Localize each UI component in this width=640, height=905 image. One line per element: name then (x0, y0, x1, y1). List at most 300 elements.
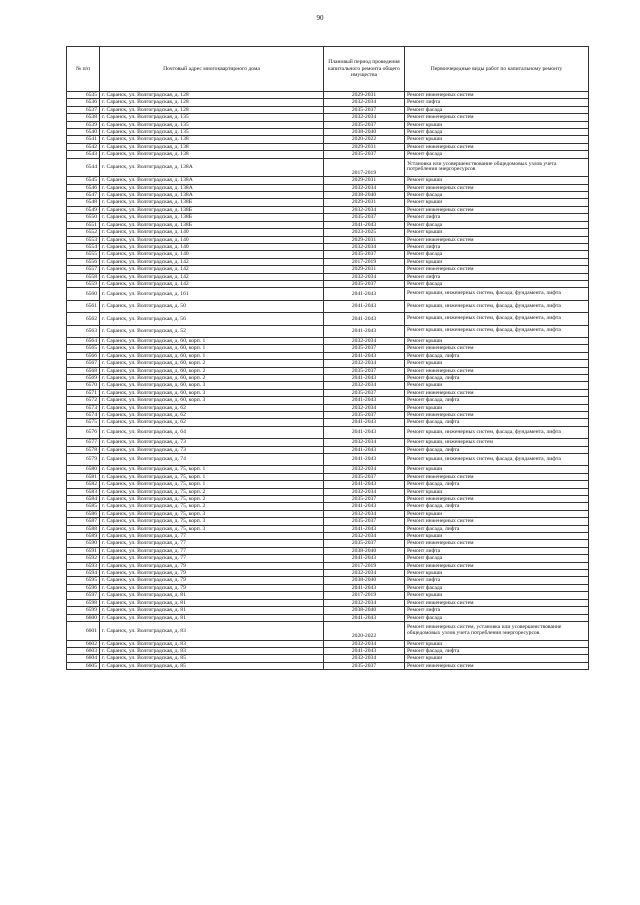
row-address: г. Саранск, ул. Волгоградская, д. 142 (100, 266, 324, 273)
row-period: 2032-2034 (324, 510, 405, 517)
row-number: 6571 (67, 389, 100, 396)
row-number: 6556 (67, 258, 100, 265)
row-address: г. Саранск, ул. Волгоградская, д. 128 (100, 92, 324, 99)
row-works: Ремонт инженерных систем (405, 206, 589, 213)
row-works: Ремонт инженерных систем (405, 114, 589, 121)
row-address: г. Саранск, ул. Волгоградская, д. 74 (100, 453, 324, 465)
row-works: Ремонт крыши (405, 510, 589, 517)
row-period: 2035-2037 (324, 540, 405, 547)
row-works: Ремонт инженерных систем (405, 143, 589, 150)
table-row (67, 621, 589, 640)
row-period: 2032-2034 (324, 114, 405, 121)
row-period: 2035-2037 (324, 214, 405, 221)
row-number: 6557 (67, 266, 100, 273)
row-period: 2017-2019 (324, 158, 405, 177)
table-header-row (67, 47, 589, 92)
row-number: 6592 (67, 555, 100, 562)
header-works: Первоочередные виды работ по капитальному ремонту (405, 47, 589, 92)
row-period: 2029-2031 (324, 236, 405, 243)
row-works: Ремонт крыши (405, 382, 589, 389)
row-period: 2032-2034 (324, 243, 405, 250)
row-address: г. Саранск, ул. Волгоградская, д. 60, корп. 1 (100, 352, 324, 359)
row-address: г. Саранск, ул. Волгоградская, д. 62 (100, 411, 324, 418)
row-address: г. Саранск, ул. Волгоградская, д. 138Б (100, 221, 324, 228)
row-period: 2032-2034 (324, 599, 405, 606)
row-period: 2041-2043 (324, 555, 405, 562)
row-works: Ремонт фасада (405, 151, 589, 158)
row-address: г. Саранск, ул. Волгоградская, д. 60, корп. 3 (100, 389, 324, 396)
header-num: № п/п (67, 47, 100, 92)
table-row (67, 584, 589, 591)
row-number: 6602 (67, 640, 100, 647)
table-row (67, 607, 589, 614)
row-works: Ремонт крыши (405, 177, 589, 184)
row-works: Ремонт крыши (405, 592, 589, 599)
row-address: г. Саранск, ул. Волгоградская, д. 138А (100, 192, 324, 199)
table-row (67, 367, 589, 374)
row-number: 6559 (67, 280, 100, 287)
row-works: Ремонт лифта (405, 577, 589, 584)
row-period: 2041-2043 (324, 352, 405, 359)
row-works: Ремонт крыши (405, 258, 589, 265)
row-works: Ремонт фасада, лифта (405, 397, 589, 404)
table-row (67, 251, 589, 258)
row-address: г. Саранск, ул. Волгоградская, д. 60, корп. 2 (100, 374, 324, 381)
row-period: 2035-2037 (324, 389, 405, 396)
row-period: 2032-2034 (324, 360, 405, 367)
row-works: Ремонт фасада (405, 221, 589, 228)
row-number: 6552 (67, 229, 100, 236)
row-works: Ремонт фасада, лифта (405, 481, 589, 488)
row-period: 2041-2043 (324, 446, 405, 453)
row-address: г. Саранск, ул. Волгоградская, д. 75, корп. 1 (100, 473, 324, 480)
table-row (67, 325, 589, 337)
page-number: 90 (316, 14, 324, 22)
row-period: 2035-2037 (324, 662, 405, 669)
table-row (67, 570, 589, 577)
row-number: 6536 (67, 99, 100, 106)
row-period: 2041-2043 (324, 647, 405, 654)
row-works: Установка или усовершенствование общедомовых узлов учета потребления энергоресурсов (405, 158, 589, 177)
row-period: 2035-2037 (324, 251, 405, 258)
table-row (67, 518, 589, 525)
row-number: 6599 (67, 607, 100, 614)
row-address: г. Саранск, ул. Волгоградская, д. 77 (100, 533, 324, 540)
row-works: Ремонт лифта (405, 547, 589, 554)
row-number: 6600 (67, 614, 100, 621)
table-row (67, 374, 589, 381)
table-row (67, 510, 589, 517)
row-period: 2041-2043 (324, 325, 405, 337)
row-number: 6545 (67, 177, 100, 184)
row-period: 2032-2034 (324, 439, 405, 446)
row-number: 6554 (67, 243, 100, 250)
row-works: Ремонт инженерных систем, установка или усовершенствование общедомовых узлов учета потребления энергоресурсов (405, 621, 589, 640)
row-number: 6579 (67, 453, 100, 465)
row-works: Ремонт крыши (405, 136, 589, 143)
row-works: Ремонт лифта (405, 273, 589, 280)
table-row (67, 647, 589, 654)
row-address: г. Саранск, ул. Волгоградская, д. 85 (100, 655, 324, 662)
row-works: Ремонт крыши (405, 404, 589, 411)
row-works: Ремонт инженерных систем (405, 518, 589, 525)
table-row (67, 129, 589, 136)
row-works: Ремонт крыши (405, 360, 589, 367)
row-number: 6538 (67, 114, 100, 121)
row-period: 2035-2037 (324, 121, 405, 128)
table-row (67, 389, 589, 396)
row-works: Ремонт лифта (405, 214, 589, 221)
row-address: г. Саранск, ул. Волгоградская, д. 75, корп. 1 (100, 466, 324, 473)
row-works: Ремонт инженерных систем (405, 599, 589, 606)
row-works: Ремонт инженерных систем (405, 562, 589, 569)
row-works: Ремонт крыши, инженерных систем, фасада, фундамента, лифта (405, 313, 589, 325)
row-works: Ремонт инженерных систем (405, 662, 589, 669)
row-address: г. Саранск, ул. Волгоградская, д. 52 (100, 325, 324, 337)
table-row (67, 404, 589, 411)
row-period: 2020-2022 (324, 136, 405, 143)
row-address: г. Саранск, ул. Волгоградская, д. 79 (100, 584, 324, 591)
row-address: г. Саранск, ул. Волгоградская, д. 128 (100, 106, 324, 113)
row-number: 6549 (67, 206, 100, 213)
row-works: Ремонт фасада (405, 614, 589, 621)
row-period: 2017-2019 (324, 562, 405, 569)
row-works: Ремонт фасада, лифта (405, 374, 589, 381)
row-period: 2038-2040 (324, 547, 405, 554)
row-period: 2041-2043 (324, 614, 405, 621)
table-row (67, 221, 589, 228)
table-row (67, 599, 589, 606)
row-number: 6588 (67, 525, 100, 532)
row-period: 2032-2034 (324, 488, 405, 495)
row-address: г. Саранск, ул. Волгоградская, д. 77 (100, 547, 324, 554)
row-period: 2038-2040 (324, 129, 405, 136)
table-row (67, 533, 589, 540)
row-period: 2032-2034 (324, 273, 405, 280)
row-number: 6583 (67, 488, 100, 495)
row-period: 2035-2037 (324, 518, 405, 525)
header-period: Плановый период проведения капитального ремонта общего имущества (324, 47, 405, 92)
table-body (67, 92, 589, 670)
row-address: г. Саранск, ул. Волгоградская, д. 140 (100, 229, 324, 236)
table-row (67, 199, 589, 206)
row-works: Ремонт крыши (405, 337, 589, 344)
table-row (67, 143, 589, 150)
row-number: 6562 (67, 313, 100, 325)
row-period: 2032-2034 (324, 404, 405, 411)
table-row (67, 662, 589, 669)
row-address: г. Саранск, ул. Волгоградская, д. 161 (100, 288, 324, 300)
row-address: г. Саранск, ул. Волгоградская, д. 75, корп. 2 (100, 496, 324, 503)
row-address: г. Саранск, ул. Волгоградская, д. 81 (100, 614, 324, 621)
row-works: Ремонт фасада (405, 106, 589, 113)
row-address: г. Саранск, ул. Волгоградская, д. 135 (100, 114, 324, 121)
row-works: Ремонт инженерных систем (405, 389, 589, 396)
row-works: Ремонт крыши, инженерных систем, фасада, фундамента, лифта (405, 288, 589, 300)
row-number: 6563 (67, 325, 100, 337)
row-number: 6598 (67, 599, 100, 606)
row-address: г. Саранск, ул. Волгоградская, д. 142 (100, 273, 324, 280)
table-row (67, 313, 589, 325)
row-works: Ремонт фасада, лифта (405, 525, 589, 532)
row-address: г. Саранск, ул. Волгоградская, д. 60, корп. 2 (100, 360, 324, 367)
row-address: г. Саранск, ул. Волгоградская, д. 138 (100, 143, 324, 150)
table-row (67, 266, 589, 273)
row-period: 2029-2031 (324, 177, 405, 184)
row-address: г. Саранск, ул. Волгоградская, д. 75, корп. 1 (100, 481, 324, 488)
row-period: 2041-2043 (324, 503, 405, 510)
row-address: г. Саранск, ул. Волгоградская, д. 75, корп. 3 (100, 518, 324, 525)
row-number: 6535 (67, 92, 100, 99)
row-period: 2035-2037 (324, 411, 405, 418)
row-number: 6578 (67, 446, 100, 453)
row-address: г. Саранск, ул. Волгоградская, д. 79 (100, 577, 324, 584)
row-works: Ремонт фасада (405, 251, 589, 258)
table-row (67, 640, 589, 647)
row-number: 6590 (67, 540, 100, 547)
row-period: 2032-2034 (324, 655, 405, 662)
row-number: 6572 (67, 397, 100, 404)
header-address: Почтовый адрес многоквартирного дома (100, 47, 324, 92)
row-number: 6566 (67, 352, 100, 359)
row-number: 6591 (67, 547, 100, 554)
row-number: 6587 (67, 518, 100, 525)
row-address: г. Саранск, ул. Волгоградская, д. 138Б (100, 214, 324, 221)
row-works: Ремонт инженерных систем (405, 266, 589, 273)
row-number: 6575 (67, 419, 100, 426)
table-row (67, 592, 589, 599)
row-number: 6561 (67, 300, 100, 312)
row-address: г. Саранск, ул. Волгоградская, д. 83 (100, 621, 324, 640)
table-row (67, 99, 589, 106)
row-period: 2032-2034 (324, 466, 405, 473)
table-row (67, 177, 589, 184)
row-address: г. Саранск, ул. Волгоградская, д. 60, корп. 1 (100, 345, 324, 352)
row-address: г. Саранск, ул. Волгоградская, д. 81 (100, 599, 324, 606)
row-address: г. Саранск, ул. Волгоградская, д. 142 (100, 258, 324, 265)
row-address: г. Саранск, ул. Волгоградская, д. 60, корп. 3 (100, 397, 324, 404)
row-period: 2032-2034 (324, 533, 405, 540)
row-period: 2029-2031 (324, 266, 405, 273)
row-number: 6543 (67, 151, 100, 158)
row-number: 6567 (67, 360, 100, 367)
row-works: Ремонт инженерных систем (405, 236, 589, 243)
row-period: 2041-2043 (324, 584, 405, 591)
row-period: 2029-2031 (324, 199, 405, 206)
row-period: 2032-2034 (324, 570, 405, 577)
row-address: г. Саранск, ул. Волгоградская, д. 140 (100, 243, 324, 250)
row-number: 6544 (67, 158, 100, 177)
row-works: Ремонт крыши (405, 488, 589, 495)
row-address: г. Саранск, ул. Волгоградская, д. 128 (100, 99, 324, 106)
row-works: Ремонт инженерных систем (405, 540, 589, 547)
row-works: Ремонт лифта (405, 99, 589, 106)
row-number: 6577 (67, 439, 100, 446)
row-number: 6558 (67, 273, 100, 280)
table-row (67, 214, 589, 221)
row-period: 2041-2043 (324, 300, 405, 312)
row-address: г. Саранск, ул. Волгоградская, д. 138А (100, 158, 324, 177)
row-address: г. Саранск, ул. Волгоградская, д. 135 (100, 121, 324, 128)
table-row (67, 360, 589, 367)
row-address: г. Саранск, ул. Волгоградская, д. 73 (100, 446, 324, 453)
table-row (67, 136, 589, 143)
row-number: 6586 (67, 510, 100, 517)
row-period: 2038-2040 (324, 607, 405, 614)
table-row (67, 453, 589, 465)
table-row (67, 540, 589, 547)
row-address: г. Саранск, ул. Волгоградская, д. 79 (100, 570, 324, 577)
row-period: 2041-2043 (324, 481, 405, 488)
row-period: 2032-2034 (324, 206, 405, 213)
row-works: Ремонт крыши (405, 121, 589, 128)
table-row (67, 426, 589, 438)
table-row (67, 525, 589, 532)
row-works: Ремонт крыши, инженерных систем (405, 439, 589, 446)
row-period: 2032-2034 (324, 99, 405, 106)
row-works: Ремонт фасада (405, 584, 589, 591)
row-works: Ремонт фасада, лифта (405, 352, 589, 359)
row-address: г. Саранск, ул. Волгоградская, д. 77 (100, 555, 324, 562)
row-address: г. Саранск, ул. Волгоградская, д. 75, корп. 3 (100, 525, 324, 532)
row-address: г. Саранск, ул. Волгоградская, д. 138Б (100, 199, 324, 206)
row-number: 6537 (67, 106, 100, 113)
row-address: г. Саранск, ул. Волгоградская, д. 81 (100, 607, 324, 614)
row-period: 2035-2037 (324, 280, 405, 287)
row-number: 6581 (67, 473, 100, 480)
table-row (67, 151, 589, 158)
row-period: 2035-2037 (324, 106, 405, 113)
row-address: г. Саранск, ул. Волгоградская, д. 73 (100, 439, 324, 446)
row-number: 6548 (67, 199, 100, 206)
row-works: Ремонт крыши (405, 570, 589, 577)
row-period: 2029-2031 (324, 143, 405, 150)
table-row (67, 577, 589, 584)
row-works: Ремонт крыши, инженерных систем, фасада, фундамента, лифта (405, 325, 589, 337)
row-period: 2041-2043 (324, 374, 405, 381)
row-works: Ремонт фасада, лифта (405, 503, 589, 510)
row-number: 6589 (67, 533, 100, 540)
capital-repair-table (66, 46, 589, 670)
table-row (67, 92, 589, 99)
row-works: Ремонт крыши (405, 640, 589, 647)
row-address: г. Саранск, ул. Волгоградская, д. 62 (100, 419, 324, 426)
row-works: Ремонт фасада (405, 280, 589, 287)
row-number: 6593 (67, 562, 100, 569)
row-number: 6594 (67, 570, 100, 577)
row-address: г. Саранск, ул. Волгоградская, д. 79 (100, 562, 324, 569)
table-row (67, 300, 589, 312)
row-period: 2035-2037 (324, 151, 405, 158)
row-period: 2017-2019 (324, 258, 405, 265)
table-row (67, 439, 589, 446)
row-number: 6596 (67, 584, 100, 591)
row-number: 6539 (67, 121, 100, 128)
row-number: 6540 (67, 129, 100, 136)
row-period: 2032-2034 (324, 382, 405, 389)
row-address: г. Саранск, ул. Волгоградская, д. 138А (100, 177, 324, 184)
table-row (67, 555, 589, 562)
table-row (67, 562, 589, 569)
row-number: 6574 (67, 411, 100, 418)
table-row (67, 496, 589, 503)
row-period: 2032-2034 (324, 337, 405, 344)
row-works: Ремонт крыши (405, 466, 589, 473)
row-number: 6547 (67, 192, 100, 199)
table-row (67, 243, 589, 250)
row-address: г. Саранск, ул. Волгоградская, д. 62 (100, 404, 324, 411)
row-period: 2038-2040 (324, 577, 405, 584)
table-row (67, 411, 589, 418)
row-works: Ремонт крыши, инженерных систем, фасада, фундамента, лифта (405, 300, 589, 312)
row-number: 6555 (67, 251, 100, 258)
row-works: Ремонт крыши (405, 533, 589, 540)
row-number: 6601 (67, 621, 100, 640)
row-period: 2029-2031 (324, 92, 405, 99)
row-address: г. Саранск, ул. Волгоградская, д. 83 (100, 640, 324, 647)
row-works: Ремонт инженерных систем (405, 411, 589, 418)
table-row (67, 419, 589, 426)
row-number: 6580 (67, 466, 100, 473)
row-period: 2035-2037 (324, 367, 405, 374)
row-address: г. Саранск, ул. Волгоградская, д. 60, корп. 2 (100, 367, 324, 374)
table-row (67, 236, 589, 243)
row-period: 2041-2043 (324, 525, 405, 532)
row-period: 2041-2043 (324, 419, 405, 426)
row-works: Ремонт фасада (405, 555, 589, 562)
row-number: 6603 (67, 647, 100, 654)
row-works: Ремонт фасада, лифта (405, 419, 589, 426)
row-address: г. Саранск, ул. Волгоградская, д. 60, корп. 1 (100, 337, 324, 344)
row-works: Ремонт крыши (405, 199, 589, 206)
row-works: Ремонт лифта (405, 243, 589, 250)
table-row (67, 488, 589, 495)
row-period: 2020-2022 (324, 621, 405, 640)
row-works: Ремонт инженерных систем (405, 184, 589, 191)
table-row (67, 206, 589, 213)
table-row (67, 345, 589, 352)
row-address: г. Саранск, ул. Волгоградская, д. 75, корп. 2 (100, 488, 324, 495)
row-works: Ремонт крыши (405, 655, 589, 662)
table-row (67, 503, 589, 510)
row-number: 6570 (67, 382, 100, 389)
row-period: 2041-2043 (324, 397, 405, 404)
row-works: Ремонт фасада (405, 192, 589, 199)
table-row (67, 114, 589, 121)
row-address: г. Саранск, ул. Волгоградская, д. 75, корп. 2 (100, 503, 324, 510)
row-works: Ремонт фасада, лифта (405, 647, 589, 654)
row-works: Ремонт фасада, лифта (405, 446, 589, 453)
row-number: 6569 (67, 374, 100, 381)
row-number: 6568 (67, 367, 100, 374)
row-works: Ремонт инженерных систем (405, 367, 589, 374)
row-works: Ремонт лифта (405, 607, 589, 614)
row-address: г. Саранск, ул. Волгоградская, д. 60, корп. 3 (100, 382, 324, 389)
row-address: г. Саранск, ул. Волгоградская, д. 140 (100, 236, 324, 243)
row-number: 6585 (67, 503, 100, 510)
row-address: г. Саранск, ул. Волгоградская, д. 142 (100, 280, 324, 287)
row-number: 6576 (67, 426, 100, 438)
row-number: 6542 (67, 143, 100, 150)
row-address: г. Саранск, ул. Волгоградская, д. 140 (100, 251, 324, 258)
row-number: 6597 (67, 592, 100, 599)
table-row (67, 614, 589, 621)
table-row (67, 352, 589, 359)
table-row (67, 106, 589, 113)
row-number: 6605 (67, 662, 100, 669)
row-number: 6595 (67, 577, 100, 584)
table-row (67, 192, 589, 199)
